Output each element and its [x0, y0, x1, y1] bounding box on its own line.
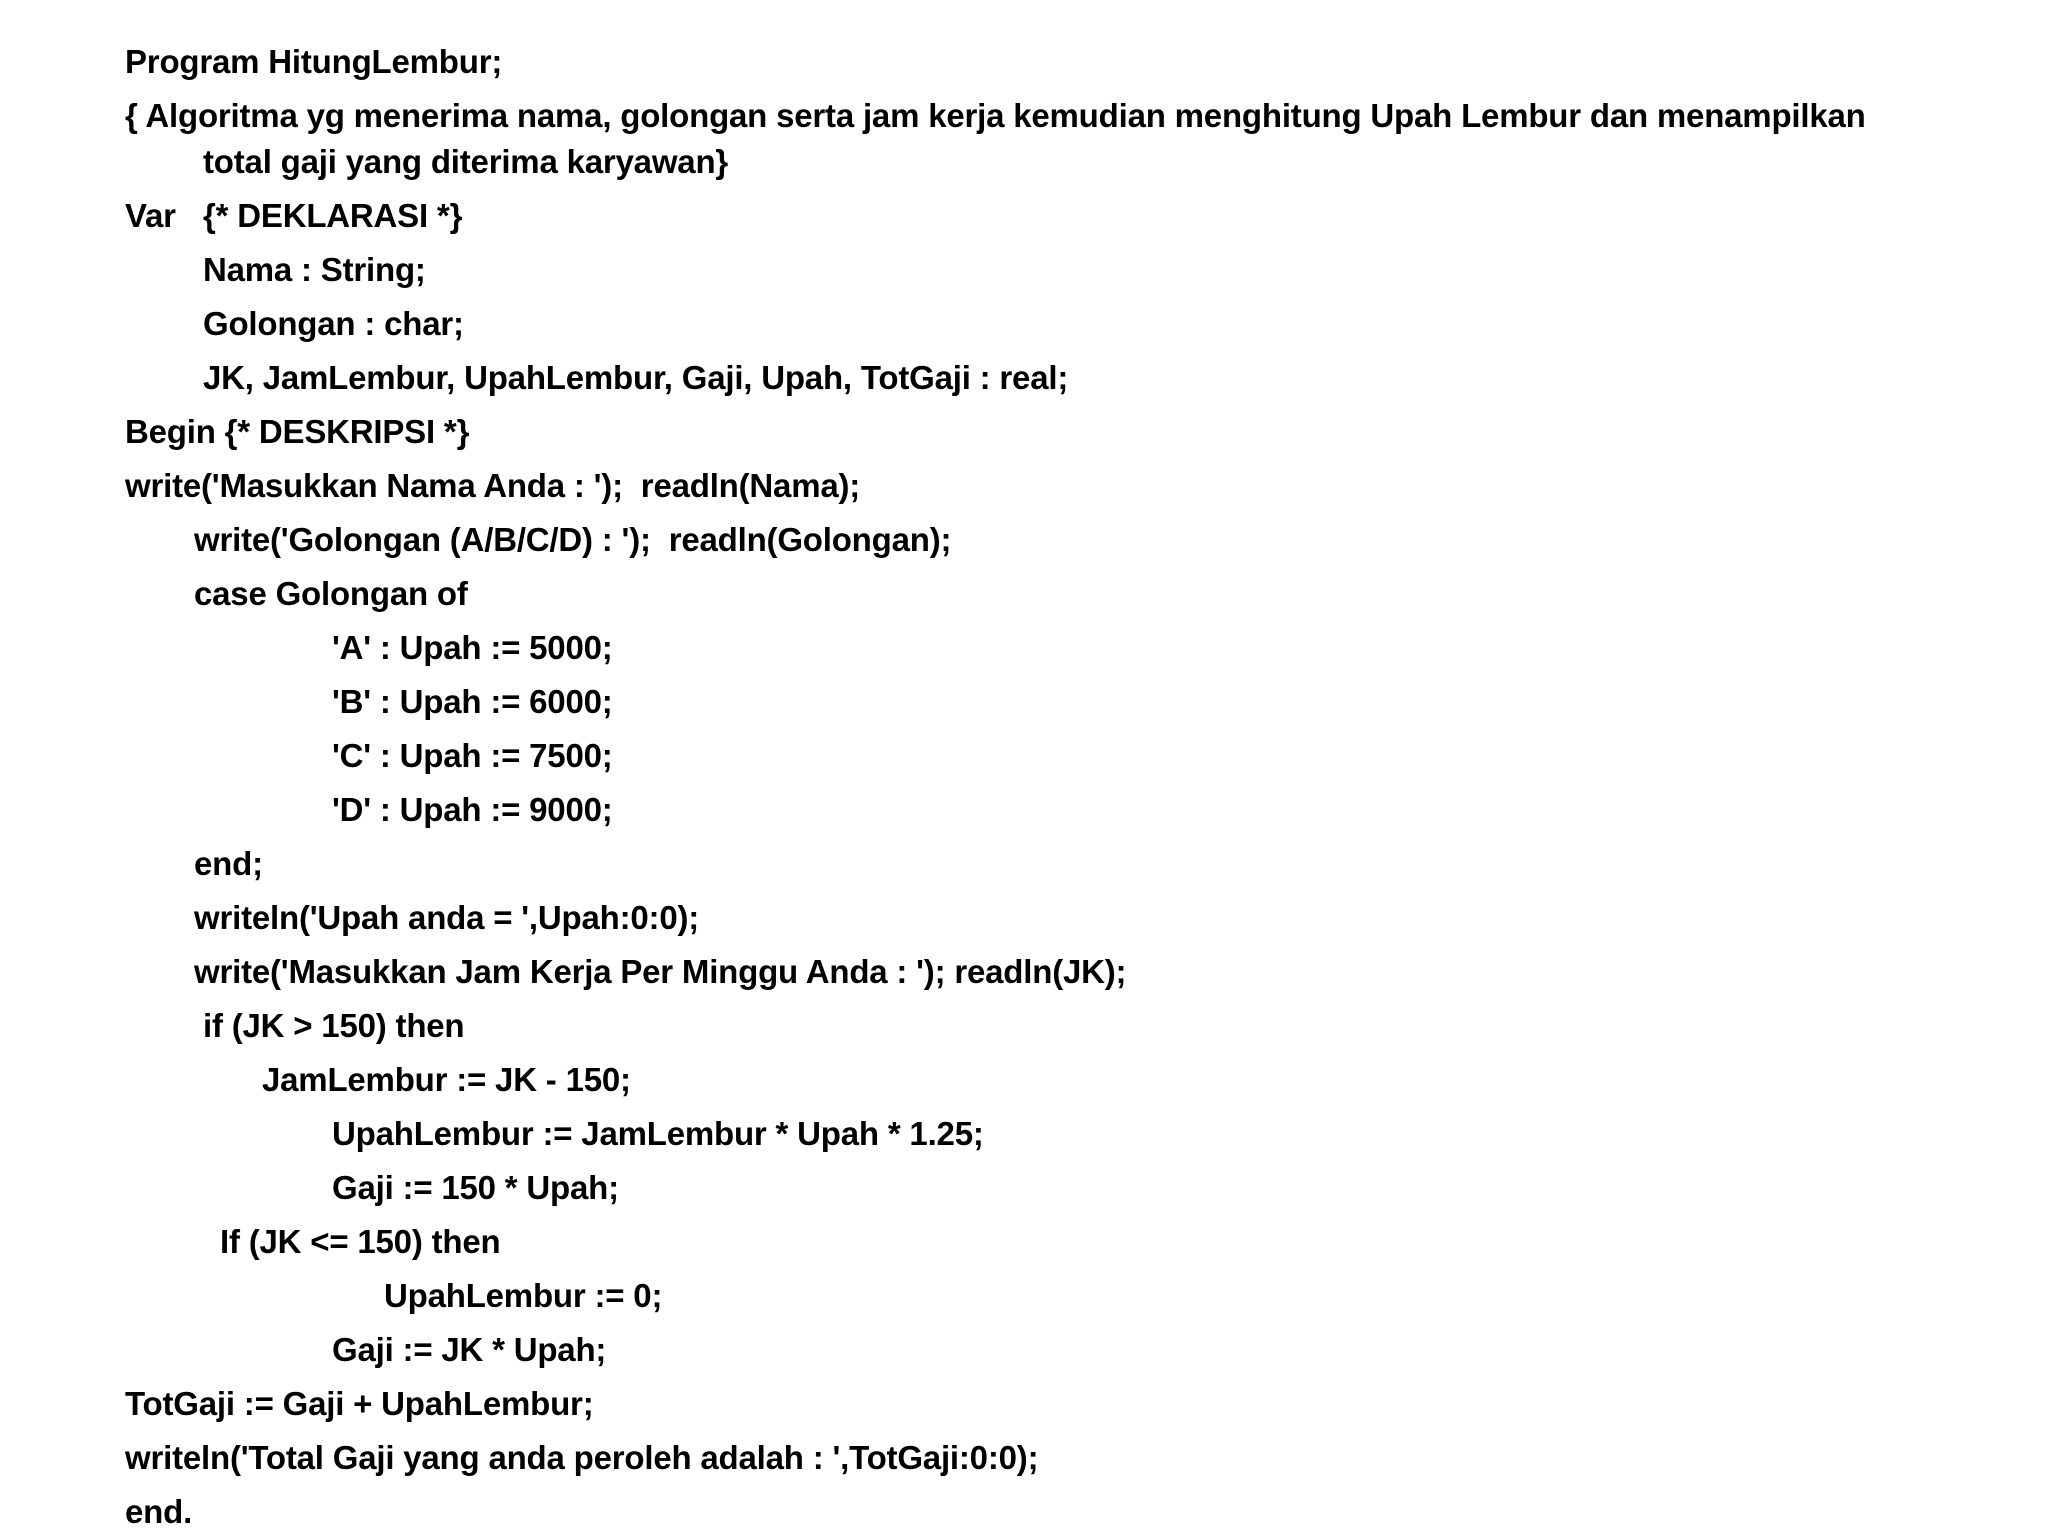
code-line: 'D' : Upah := 9000;	[332, 791, 613, 828]
code-line: Gaji := JK * Upah;	[332, 1331, 607, 1368]
code-line: Golongan : char;	[203, 305, 464, 342]
code-line: Var	[125, 197, 176, 234]
code-line: UpahLembur := 0;	[384, 1277, 663, 1314]
code-line: Program HitungLembur;	[125, 43, 503, 80]
code-line: 'C' : Upah := 7500;	[332, 737, 613, 774]
code-line: case Golongan of	[194, 575, 468, 612]
code-line: writeln('Total Gaji yang anda peroleh adalah : ',TotGaji:0:0);	[125, 1439, 1039, 1476]
code-line: end;	[194, 845, 263, 882]
code-line: { Algoritma yg menerima nama, golongan serta jam kerja kemudian menghitung Upah Lembur dan menampilkan	[125, 97, 1866, 134]
code-line: 'B' : Upah := 6000;	[332, 683, 613, 720]
code-line: write('Masukkan Jam Kerja Per Minggu Anda : '); readln(JK);	[194, 953, 1127, 990]
code-line: total gaji yang diterima karyawan}	[203, 143, 729, 180]
code-line: Nama : String;	[203, 251, 426, 288]
code-line: write('Masukkan Nama Anda : '); readln(Nama);	[125, 467, 861, 504]
code-line: Gaji := 150 * Upah;	[332, 1169, 619, 1206]
code-line: UpahLembur := JamLembur * Upah * 1.25;	[332, 1115, 984, 1152]
code-line: 'A' : Upah := 5000;	[332, 629, 613, 666]
code-line: JamLembur := JK - 150;	[262, 1061, 631, 1098]
code-line: Begin {* DESKRIPSI *}	[125, 413, 470, 450]
code-line: {* DEKLARASI *}	[203, 197, 463, 234]
code-line: end.	[125, 1493, 193, 1530]
code-line: writeln('Upah anda = ',Upah:0:0);	[194, 899, 700, 936]
code-line: write('Golongan (A/B/C/D) : '); readln(Golongan);	[194, 521, 952, 558]
code-line: if (JK > 150) then	[203, 1007, 465, 1044]
code-line: If (JK <= 150) then	[220, 1223, 501, 1260]
code-line: JK, JamLembur, UpahLembur, Gaji, Upah, TotGaji : real;	[203, 359, 1069, 396]
code-line: TotGaji := Gaji + UpahLembur;	[125, 1385, 594, 1422]
